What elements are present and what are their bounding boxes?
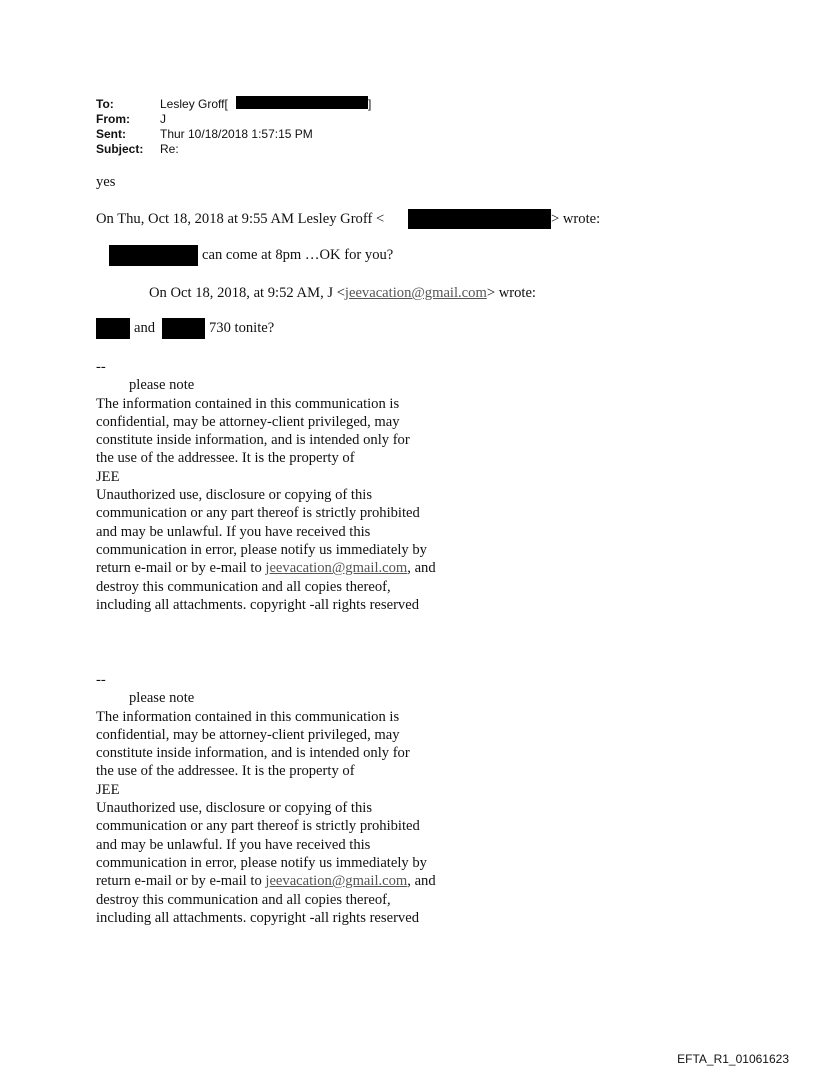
to-close-bracket: ] xyxy=(368,97,372,111)
redaction-box xyxy=(96,318,130,339)
disclaimer-line: communication or any part thereof is strictly prohibited xyxy=(96,818,420,835)
disclaimer-block xyxy=(96,671,436,927)
disclaimer-line: constitute inside information, and is intended only for xyxy=(96,745,410,762)
quote2-intro-end: > wrote: xyxy=(486,285,536,301)
sent-label: Sent: xyxy=(96,127,126,141)
quote2-and: and xyxy=(134,320,156,336)
disclaimer-line: Unauthorized use, disclosure or copying of this xyxy=(96,800,373,817)
signature-dashes: -- xyxy=(96,359,106,375)
email-link[interactable]: jeevacation@gmail.com xyxy=(265,560,408,577)
disclaimer-line: constitute inside information, and is intended only for xyxy=(96,432,410,449)
disclaimer-line: communication in error, please notify us immediately by xyxy=(96,854,427,871)
reply-text: yes xyxy=(96,174,116,190)
disclaimer-line: communication or any part thereof is strictly prohibited xyxy=(96,505,420,522)
quote1-intro: On Thu, Oct 18, 2018 at 9:55 AM Lesley Groff < xyxy=(96,211,385,227)
disclaimer-line: including all attachments. copyright -all rights reserved xyxy=(96,596,419,613)
document-id: EFTA_R1_01061623 xyxy=(677,1052,789,1066)
quote1-message: can come at 8pm …OK for you? xyxy=(202,247,394,263)
disclaimer-line: and may be unlawful. If you have received this xyxy=(96,523,371,540)
please-note: please note xyxy=(129,690,195,707)
redaction-box xyxy=(236,96,368,109)
disclaimer-line: destroy this communication and all copies thereof, xyxy=(96,578,391,595)
redaction-box xyxy=(109,245,198,266)
disclaimer-email-line xyxy=(96,559,436,577)
sent-value: Thur 10/18/2018 1:57:15 PM xyxy=(160,127,313,141)
email-link[interactable]: jeevacation@gmail.com xyxy=(344,285,487,301)
email-line-end: , and xyxy=(407,560,436,577)
signature-dashes: -- xyxy=(96,672,106,688)
quote2-intro-start: On Oct 18, 2018, at 9:52 AM, J < xyxy=(149,285,345,301)
from-label: From: xyxy=(96,112,130,126)
subject-label: Subject: xyxy=(96,142,144,156)
disclaimer-line: JEE xyxy=(96,781,120,798)
quote1-intro-end: > wrote: xyxy=(551,211,601,227)
quote2-intro xyxy=(149,285,536,302)
from-value: J xyxy=(160,112,166,126)
disclaimer-line: including all attachments. copyright -all rights reserved xyxy=(96,909,419,926)
email-line-end: , and xyxy=(407,873,436,890)
disclaimer-line: the use of the addressee. It is the property of xyxy=(96,763,355,780)
subject-value: Re: xyxy=(160,142,179,156)
disclaimer-block xyxy=(96,358,436,614)
email-line-start: return e-mail or by e-mail to xyxy=(96,873,266,890)
disclaimer-line: destroy this communication and all copies thereof, xyxy=(96,891,391,908)
disclaimer-line: communication in error, please notify us immediately by xyxy=(96,541,427,558)
disclaimer-line: confidential, may be attorney-client privileged, may xyxy=(96,726,400,743)
disclaimer-line: and may be unlawful. If you have received this xyxy=(96,836,371,853)
to-label: To: xyxy=(96,97,114,111)
redaction-box xyxy=(408,209,551,229)
disclaimer-email-line xyxy=(96,872,436,890)
email-line-start: return e-mail or by e-mail to xyxy=(96,560,266,577)
disclaimer-line: The information contained in this communication is xyxy=(96,395,400,412)
redaction-box xyxy=(162,318,205,339)
to-value: Lesley Groff[ xyxy=(160,97,228,111)
disclaimer-line: The information contained in this communication is xyxy=(96,708,400,725)
disclaimer-line: the use of the addressee. It is the property of xyxy=(96,450,355,467)
quote2-message-end: 730 tonite? xyxy=(209,320,275,336)
disclaimer-line: confidential, may be attorney-client privileged, may xyxy=(96,413,400,430)
disclaimer-line: JEE xyxy=(96,468,120,485)
email-link[interactable]: jeevacation@gmail.com xyxy=(265,873,408,890)
please-note: please note xyxy=(129,377,195,394)
disclaimer-line: Unauthorized use, disclosure or copying of this xyxy=(96,487,373,504)
